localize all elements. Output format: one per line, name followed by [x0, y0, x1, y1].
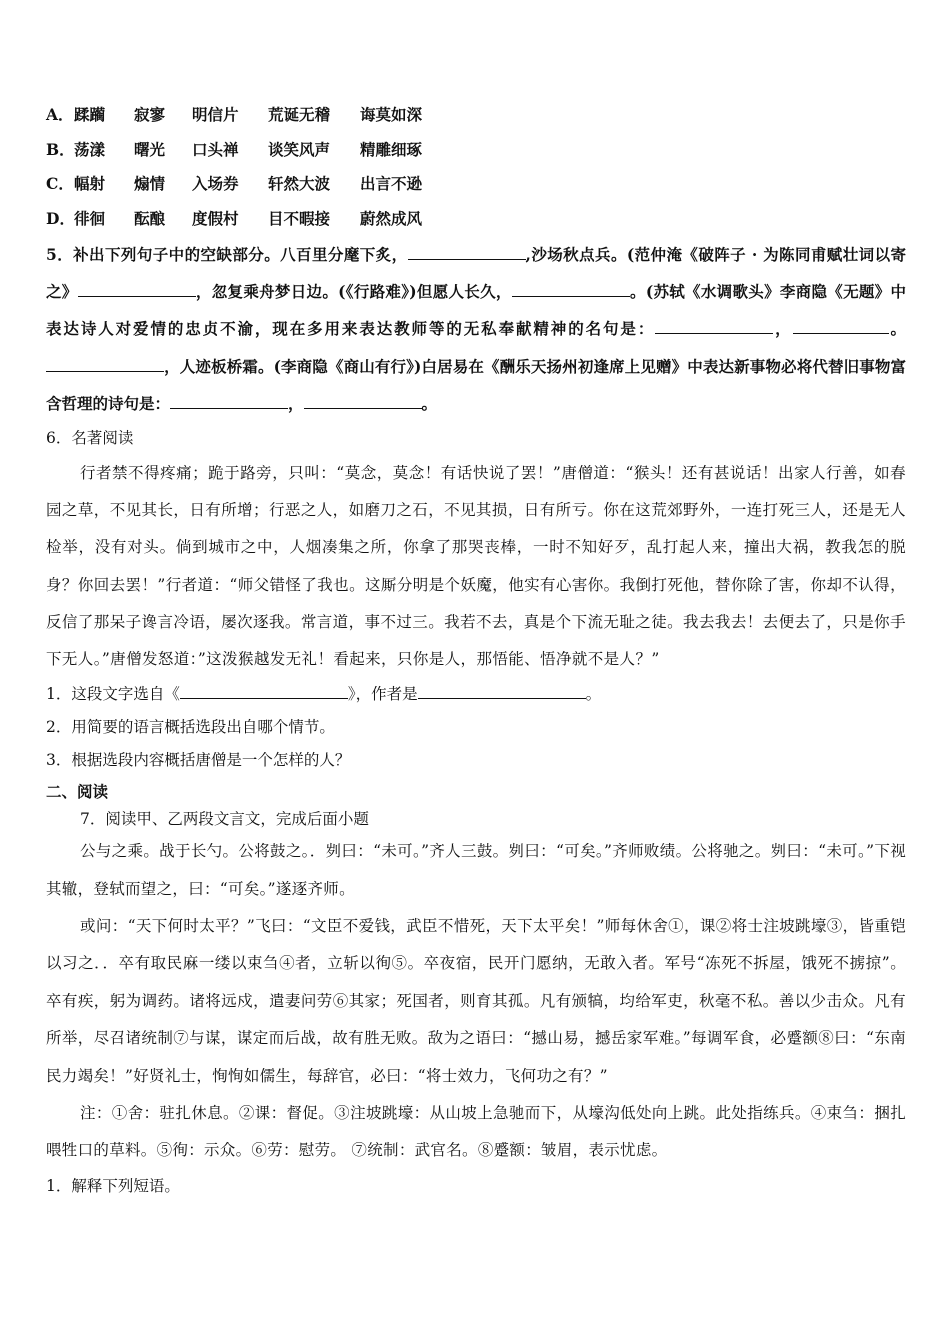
q5-text: ，人迹板桥霜。(李商隐《商山有行》)白居易在《酬乐天扬州初逢席上见赠》中表达新事物必将代替旧事物富含哲理的诗句是： [46, 356, 906, 413]
q5-text: ，忽复乘舟梦日边。(《行路难》)但愿人长久， [195, 282, 512, 302]
answer-blank[interactable] [78, 282, 196, 297]
option-letter: B． [46, 139, 75, 159]
passage-a: 公与之乘。战于长勺。公将鼓之。．刿曰：“未可。”齐人三鼓。刿曰：“可矣。”齐师败绩。公将驰之。刿曰：“未可。”下视其辙，登轼而望之，曰：“可矣。”遂逐齐师。 [46, 842, 906, 898]
option-word: 蔚然成风 [360, 208, 423, 228]
question-7-title: 7．阅读甲、乙两段文言文，完成后面小题 [80, 810, 369, 829]
q6-sub-2: 2．用简要的语言概括选段出自哪个情节。 [46, 718, 335, 737]
answer-blank[interactable] [841, 319, 889, 334]
option-row-b [46, 133, 906, 168]
passage-b: 或问：“天下何时太平？”飞曰：“文臣不爱钱，武臣不惜死，天下太平矣！”师每休舍①，课②将士注坡跳壕③，皆重铠以习之．．卒有取民麻一缕以束刍④者，立斩以徇⑤。卒夜宿，民开门愿纳，无敢入者。军号“冻死不拆屋，饿死不掳掠”。卒有疾，躬为调药。诸将远戍，遣妻问劳⑥其家；死国者，则育其孤。凡有颁犒，均给军吏，秋毫不私。善以少击众。凡有所举，尽召诸统制⑦与谋，谋定而后战，故有胜无败。敌为之语曰：“撼山易，撼岳家军难。”每调军食，必蹙额⑧曰：“东南民力竭矣！”好贤礼士，恂恂如儒生，每辞官，必曰：“将士效力，飞何功之有？” [46, 917, 906, 1085]
option-row-a [46, 98, 906, 133]
question-5 [46, 236, 906, 422]
answer-blank[interactable] [304, 394, 422, 409]
answer-blank[interactable] [170, 394, 288, 409]
q6-passage: 行者禁不得疼痛；跪于路旁，只叫：“莫念，莫念！有话快说了罢！”唐僧道：“猴头！还有甚说话！出家人行善，如春园之草，不见其长，日有所增；行恶之人，如磨刀之石，不见其损，日有所亏。你在这荒郊野外，一连打死三人，还是无人检举，没有对头。倘到城市之中，人烟凑集之所，你拿了那哭丧棒，一时不知好歹，乱打起人来，撞出大祸，教我怎的脱身？你回去罢！”行者道：“师父错怪了我也。这厮分明是个妖魔，他实有心害你。我倒打死他，替你除了害，你却不认得，反信了那呆子谗言冷语，屡次逐我。常言道，事不过三。我若不去，真是个下流无耻之徒。我去我去！去便去了，只是你手下无人。”唐僧发怒道：”这泼猴越发无礼！看起来，只你是人，那悟能、悟净就不是人？” [46, 464, 906, 669]
option-word: 口头禅 [192, 139, 239, 159]
q6-sub-1 [46, 678, 906, 711]
q5-text: 。(苏轼《水调歌头》李商隐《无题》中表达诗人对爱情的忠贞不渝，现在多用来表达教师等的无私奉献精神的名句是： [46, 282, 906, 339]
option-word: 谈笑风声 [268, 139, 331, 159]
option-row-d [46, 202, 906, 237]
option-word: 荒诞无稽 [268, 105, 331, 124]
section-2-title: 二、阅读 [46, 782, 109, 802]
option-letter: C． [46, 174, 74, 193]
book-title-blank[interactable] [180, 684, 348, 699]
option-word: 轩然大波 [268, 174, 331, 193]
option-word: 度假村 [192, 208, 239, 228]
option-word: 目不暇接 [268, 208, 331, 228]
options-list [46, 98, 906, 236]
q7-sub-1: 1．解释下列短语。 [46, 1176, 180, 1195]
q6-sub-3: 3．根据选段内容概括唐僧是一个怎样的人？ [46, 751, 351, 770]
q5-text: ， [288, 393, 304, 413]
option-word: 幅射 [74, 174, 106, 193]
q5-text: ， [773, 319, 793, 339]
q5-text: 。 [888, 319, 906, 339]
q5-text: 5．补出下列句子中的空缺部分。八百里分麾下炙， [46, 245, 408, 264]
answer-blank[interactable] [408, 245, 526, 260]
option-word: 诲莫如深 [360, 105, 423, 124]
q6-sub1-text: 》，作者是 [347, 685, 418, 704]
option-word: 荡漾 [74, 139, 106, 159]
option-word: 明信片 [192, 105, 239, 124]
q5-text: 。 [421, 393, 438, 413]
answer-blank[interactable] [655, 319, 773, 334]
option-word: 入场券 [192, 174, 239, 193]
option-word: 出言不逊 [360, 174, 423, 193]
option-letter: A． [46, 105, 74, 124]
option-word: 酝酿 [134, 208, 166, 228]
answer-blank[interactable] [793, 319, 841, 334]
question-6-title: 6．名著阅读 [46, 429, 134, 448]
q5-text: ,沙场秋点兵。(范仲淹《破阵子 · 为陈同甫赋壮词以寄之》 [46, 245, 906, 302]
answer-blank[interactable] [512, 282, 630, 297]
q6-sub1-text: 。 [585, 685, 602, 704]
option-word: 曙光 [134, 139, 166, 159]
option-word: 寂寥 [134, 105, 166, 124]
option-letter: D． [46, 208, 75, 228]
option-word: 煽情 [134, 174, 166, 193]
q6-sub1-text: 1．这段文字选自《 [46, 685, 180, 704]
passage-notes: 注：①舍：驻扎休息。②课：督促。③注坡跳壕：从山坡上急驰而下，从壕沟低处向上跳。此处指练兵。④束刍：捆扎喂牲口的草料。⑤徇：示众。⑥劳：慰劳。 ⑦统制：武官名。⑧蹙额：皱眉，表示忧虑。 [46, 1104, 906, 1160]
option-word: 徘徊 [74, 208, 106, 228]
option-word: 蹂躏 [74, 105, 106, 124]
answer-blank[interactable] [46, 357, 164, 372]
option-row-c [46, 167, 906, 202]
option-word: 精雕细琢 [360, 139, 423, 159]
author-blank[interactable] [418, 684, 586, 699]
